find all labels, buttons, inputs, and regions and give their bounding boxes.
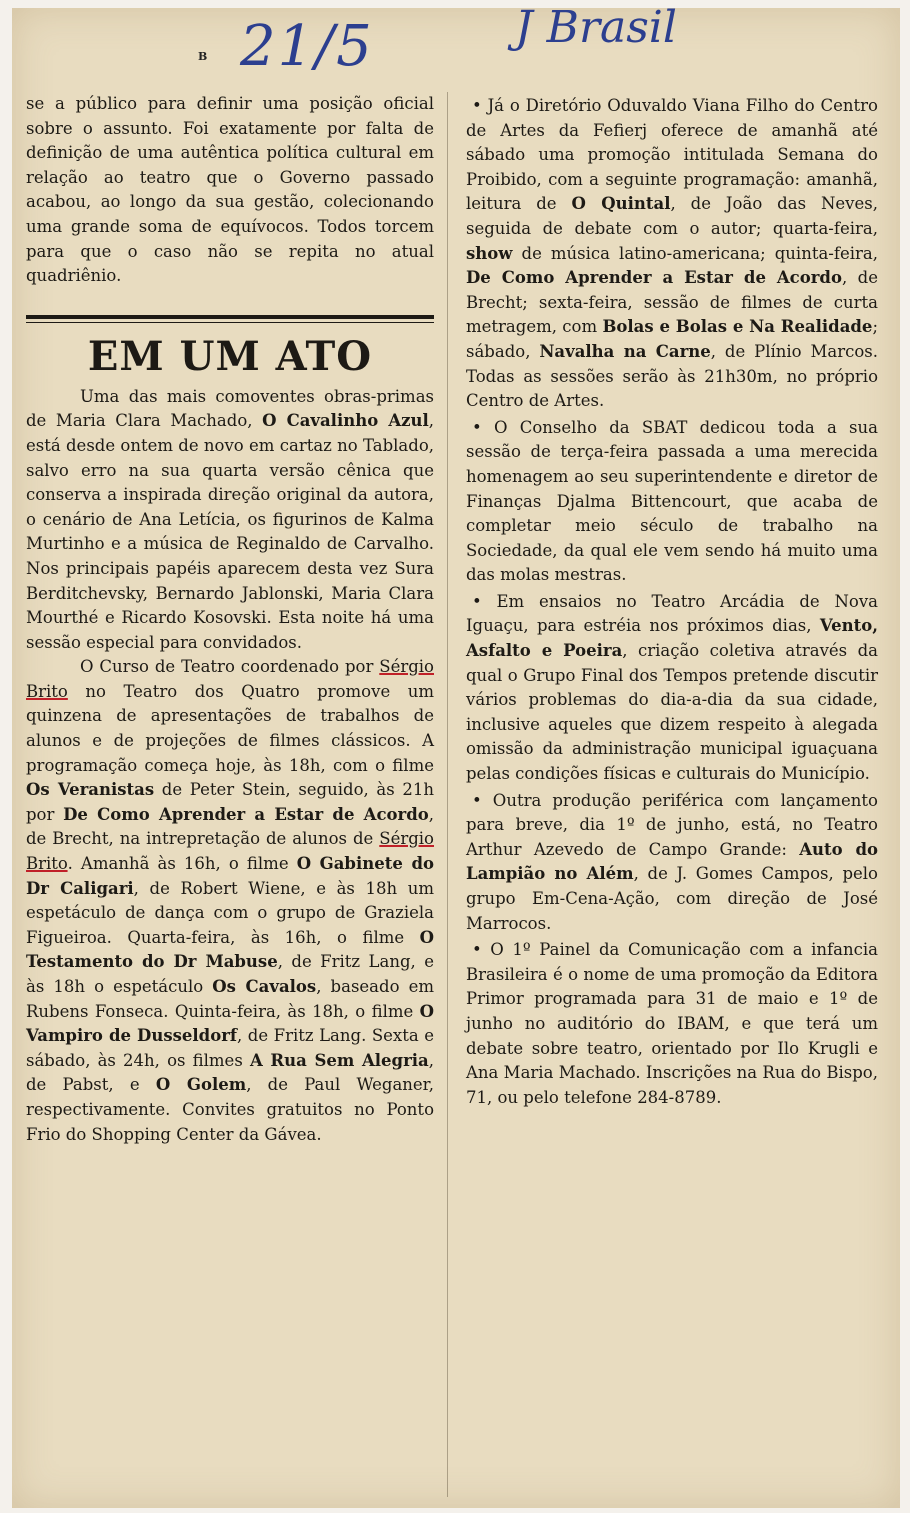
section-headline: EM UM ATO [87, 332, 373, 380]
section-mark: B [198, 50, 208, 63]
left-column [26, 92, 434, 1147]
right-column [466, 92, 878, 1110]
item-painel-comunicacao: • O 1º Painel da Comunicação com a infancia Brasileira é o nome de uma promoção da Editora Primor programada para 31 de maio e 1º de junho no auditório do IBAM, e que terá um debate sobre teatro, orientado por Ilo Krugli e Ana Maria Machado. Inscrições na Rua do Bispo, 71, ou pelo telefone 284-8789. [466, 940, 878, 1107]
handwritten-newspaper-name: J Brasil [515, 2, 677, 53]
item-arthur-azevedo: • Outra produção periférica com lançamento para breve, dia 1º de junho, está, no Teatro Arthur Azevedo de Campo Grande: Auto do Lampião no Além, de J. Gomes Campos, pelo grupo Em-Cena-Ação, com direção de José Marrocos. [466, 790, 878, 933]
item-arcadia: • Em ensaios no Teatro Arcádia de Nova Iguaçu, para estréia nos próximos dias, Vento, Asfalto e Poeira, criação coletiva através da qual o Grupo Final dos Tempos pretende discutir vários problemas do dia-a-dia da sua cidade, inclusive aqueles que dizem respeito à alegada omissão da administração municipal iguaçuana pelas condições físicas e culturais do Município. [466, 591, 878, 784]
paragraph-intro: se a público para definir uma posição oficial sobre o assunto. Foi exatamente por falta de definição de uma autêntica política cultural em relação ao teatro que o Governo passado acabou, ao longo da sua gestão, colecionando uma grande soma de equívocos. Todos torcem para que o caso não se repita no atual quadriênio. [26, 94, 434, 286]
handwritten-date: 21/5 [240, 14, 374, 79]
section-rule-thin [26, 322, 434, 323]
column-divider [447, 92, 448, 1497]
item-sbat: • O Conselho da SBAT dedicou toda a sua sessão de terça-feira passada a uma merecida homenagem ao seu superintendente e diretor de Finanças Djalma Bittencourt, que acaba de completar meio século de trabalho na Sociedade, da qual ele vem sendo há muito uma das molas mestras. [466, 417, 878, 585]
underlined-name: Sérgio Brito [26, 829, 434, 874]
paragraph-curso-teatro: O Curso de Teatro coordenado por Sérgio Brito no Teatro dos Quatro promove um quinzena de apresentações de trabalhos de alunos e de projeções de filmes clássicos. A programação começa hoje, às 18h, com o filme Os Veranistas de Peter Stein, seguido, às 21h por De Como Aprender a Estar de Acordo, de Brecht, na intrepretação de alunos de Sérgio Brito. Amanhã às 16h, o filme O Gabinete do Dr Caligari, de Robert Wiene, e às 18h um espetáculo de dança com o grupo de Graziela Figueiroa. Quarta-feira, às 16h, o filme O Testamento do Dr Mabuse, de Fritz Lang, e às 18h o espetáculo Os Cavalos, baseado em Rubens Fonseca. Quinta-feira, às 18h, o filme O Vampiro de Dusseldorf, de Fritz Lang. Sexta e sábado, às 24h, os filmes A Rua Sem Alegria, de Pabst, e O Golem, de Paul Weganer, respectivamente. Convites gratuitos no Ponto Frio do Shopping Center da Gávea. [26, 657, 435, 1144]
section-rule [26, 315, 434, 319]
underlined-name: Sérgio Brito [26, 657, 434, 701]
item-semana-proibido: • Já o Diretório Oduvaldo Viana Filho do Centro de Artes da Fefierj oferece de amanhã até sábado uma promoção intitulada Semana do Proibido, com a seguinte programação: amanhã, leitura de O Quintal, de João das Neves, seguida de debate com o autor; quarta-feira, show de música latino-americana; quinta-feira, De Como Aprender a Estar de Acordo, de Brecht; sexta-feira, sessão de filmes de curta metragem, com Bolas e Bolas e Na Realidade; sábado, Navalha na Carne, de Plínio Marcos. Todas as sessões serão às 21h30m, no próprio Centro de Artes. [466, 96, 878, 411]
paragraph-cavalinho: Uma das mais comoventes obras-primas de Maria Clara Machado, O Cavalinho Azul, está desde ontem de novo em cartaz no Tablado, salvo erro na sua quarta versão cênica que conserva a inspirada direção original da autora, o cenário de Ana Letícia, os figurinos de Kalma Murtinho e a música de Reginaldo de Carvalho. Nos principais papéis aparecem desta vez Sura Berditchevsky, Bernardo Jablonski, Maria Clara Mourthé e Ricardo Kosovski. Esta noite há uma sessão especial para convidados. [26, 386, 435, 652]
